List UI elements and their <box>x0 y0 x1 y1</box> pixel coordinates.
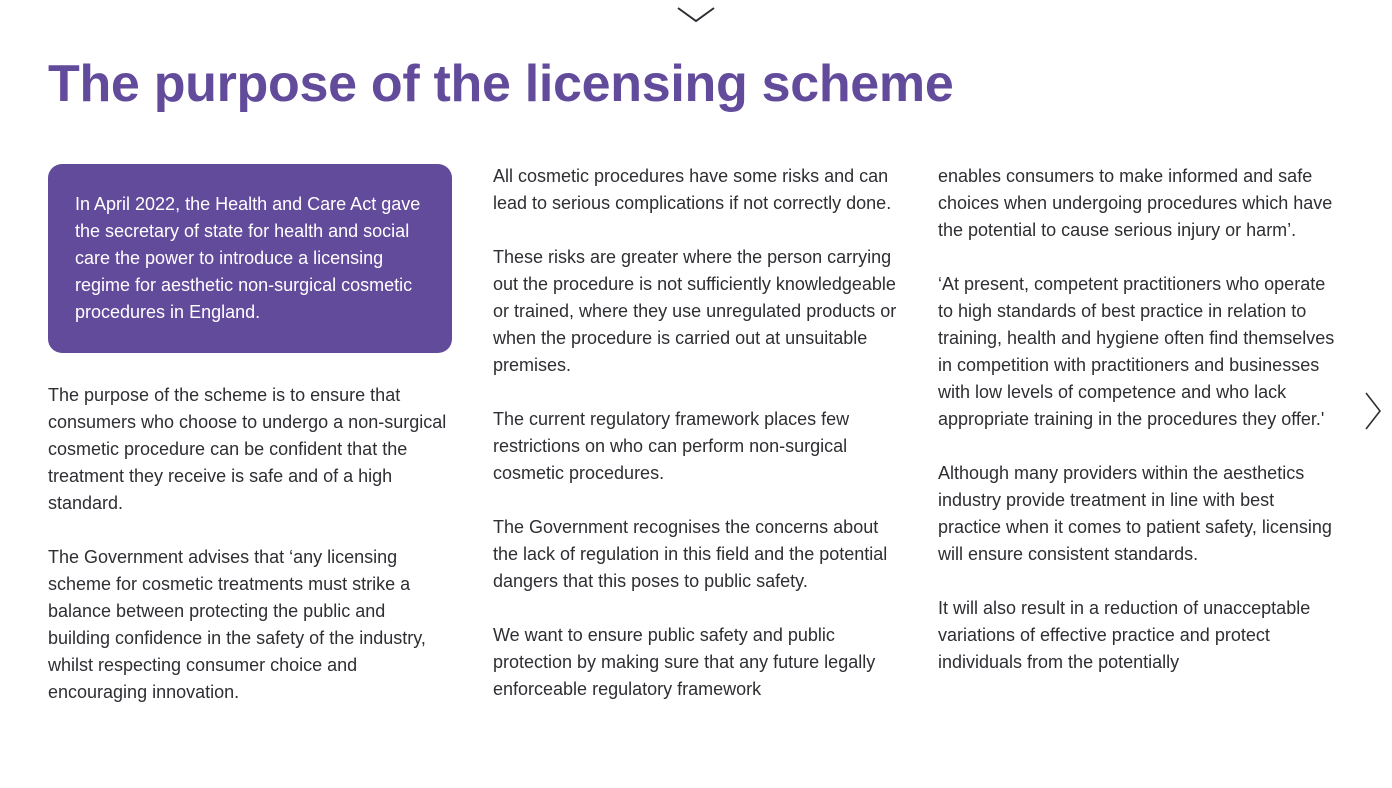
paragraph: The Government recognises the concerns about the lack of regulation in this field and the potential dangers that this poses to public safety. <box>493 517 888 591</box>
column-left <box>48 164 452 733</box>
page-title: The purpose of the licensing scheme <box>48 55 954 113</box>
paragraph: We want to ensure public safety and public protection by making sure that any future legally enforceable regulatory framework <box>493 625 876 699</box>
paragraph: The Government advises that ‘any licensing scheme for cosmetic treatments must strike a balance between protecting the public and building confidence in the safety of the industry, whilst respecting consumer choice and encouraging innovation. <box>48 547 426 702</box>
column-right <box>938 163 1342 703</box>
paragraph: These risks are greater where the person carrying out the procedure is not sufficiently knowledgeable or trained, where they use unregulated products or when the procedure is carried out at unsuitable premises. <box>493 247 897 375</box>
paragraph: The purpose of the scheme is to ensure that consumers who choose to undergo a non-surgical cosmetic procedure can be confident that the treatment they receive is safe and of a high standard. <box>48 385 447 513</box>
paragraph: Although many providers within the aesthetics industry provide treatment in line with best practice when it comes to patient safety, licensing will ensure consistent standards. <box>938 463 1332 564</box>
highlight-callout: In April 2022, the Health and Care Act gave the secretary of state for health and social care the power to introduce a licensing regime for aesthetic non-surgical cosmetic procedures in England. <box>48 164 452 353</box>
chevron-right-icon[interactable] <box>1364 392 1382 430</box>
chevron-down-icon[interactable] <box>677 6 715 24</box>
paragraph: The current regulatory framework places few restrictions on who can perform non-surgical cosmetic procedures. <box>493 409 850 483</box>
paragraph: ‘At present, competent practitioners who operate to high standards of best practice in relation to training, health and hygiene often find themselves in competition with practitioners and businesses with low levels of competence and who lack appropriate training in the procedures they offer.' <box>938 274 1335 429</box>
paragraph: It will also result in a reduction of unacceptable variations of effective practice and protect individuals from the potentially <box>938 598 1311 672</box>
paragraph: All cosmetic procedures have some risks and can lead to serious complications if not correctly done. <box>493 166 892 213</box>
column-middle <box>493 163 897 730</box>
paragraph: enables consumers to make informed and safe choices when undergoing procedures which have the potential to cause serious injury or harm’. <box>938 166 1333 240</box>
